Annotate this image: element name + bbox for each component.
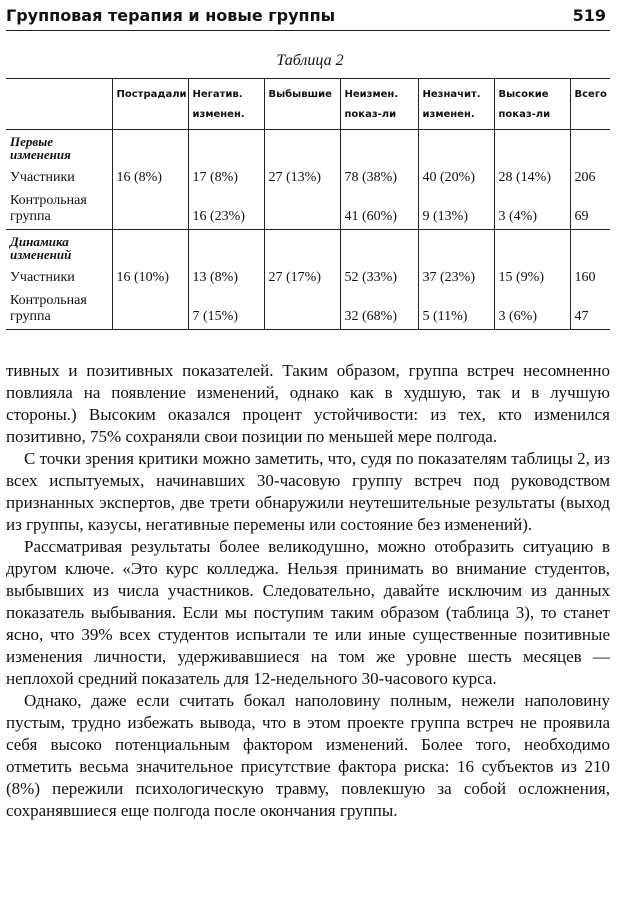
table-cell: 27 (13%) [264,163,340,193]
page-header [6,4,610,31]
table-header-row [6,79,610,130]
table-cell: 78 (38%) [340,163,418,193]
paragraph: Рассматривая результаты более великодушно, можно отобразить ситуацию в другом ключе. «Это курс колледжа. Нельзя принимать во внимание студентов, выбывших из числа участников. Следовательно, давайте исключим из данных показатель выбывания. Если мы поступим таким образом (таблица 3), то станет ясно, что 39% всех студентов испытали те или иные существенные позитивные изменения личности, удерживавшиеся на том же уровне шесть месяцев — неплохой средний показатель для 12-недельного 30-часового курса. [6,537,610,688]
table-cell: 9 (13%) [418,193,494,230]
table-cell: 52 (33%) [340,263,418,293]
table-cell [112,293,188,330]
column-header: Неизмен. показ-ли [340,79,418,130]
table-cell: 69 [570,193,610,230]
table-cell: 37 (23%) [418,263,494,293]
table-cell [264,293,340,330]
column-header: Негатив. изменен. [188,79,264,130]
row-label: Участники [10,170,75,185]
table-cell: 5 (11%) [418,293,494,330]
results-table [6,78,610,330]
table-cell: 7 (15%) [188,293,264,330]
table-cell: 17 (8%) [188,163,264,193]
table-row [6,293,610,330]
table-cell: 32 (68%) [340,293,418,330]
table-row [6,193,610,230]
table-cell: 16 (10%) [112,263,188,293]
column-header [6,79,112,130]
table-caption: Таблица 2 [276,52,344,69]
table-cell: 160 [570,263,610,293]
row-label: Контрольная группа [6,293,112,330]
table-row [6,263,610,293]
column-header: Высокие показ-ли [494,79,570,130]
table-cell: 3 (4%) [494,193,570,230]
paragraph: тивных и позитивных показателей. Таким образом, группа встреч несомненно повлияла на появление изменений, однако как в худшую, так и в лучшую стороны.) Высоким оказался процент устойчивости: из тех, кто изменился позитивно, 75% сохраняли свои позиции по меньшей мере полгода. [6,361,610,446]
page-number: 519 [572,6,606,25]
section-title: Динамика изменений [10,234,72,262]
table-row [6,163,610,193]
table-cell: 16 (8%) [112,163,188,193]
column-header: Пострадали [112,79,188,130]
body-text [6,360,610,822]
section-title-row [6,230,610,264]
table-cell: 47 [570,293,610,330]
table-cell: 206 [570,163,610,193]
table-cell: 13 (8%) [188,263,264,293]
column-header: Выбывшие [264,79,340,130]
row-label: Контрольная группа [6,193,112,230]
table-cell: 16 (23%) [188,193,264,230]
table-cell: 3 (6%) [494,293,570,330]
column-header: Всего [570,79,610,130]
table-cell: 41 (60%) [340,193,418,230]
row-label: Участники [10,270,75,285]
section-title-row [6,130,610,164]
table-cell: 40 (20%) [418,163,494,193]
section-title: Первые изменения [10,134,71,162]
running-title: Групповая терапия и новые группы [6,6,336,25]
table-cell [112,193,188,230]
column-header: Незначит. изменен. [418,79,494,130]
table-cell: 28 (14%) [494,163,570,193]
paragraph: С точки зрения критики можно заметить, что, судя по показателям таблицы 2, из всех испытуемых, начинавших 30-часовую группу встреч под руководством признанных экспертов, две трети обнаружили неутешительные результаты (выход из группы, казусы, негативные перемены или состояние без изменений). [6,449,610,534]
table-cell [264,193,340,230]
paragraph: Однако, даже если считать бокал наполовину полным, нежели наполовину пустым, трудно избежать вывода, что в этом проекте группа встреч не проявила себя высоко потенциальным фактором изменений. Более того, необходимо отметить весьма значительное присутствие фактора риска: 16 субъектов из 210 (8%) пережили психологическую травму, повлекшую за собой осложнения, сохранявшиеся еще полгода после окончания группы. [6,691,610,820]
table-cell: 15 (9%) [494,263,570,293]
table-cell: 27 (17%) [264,263,340,293]
